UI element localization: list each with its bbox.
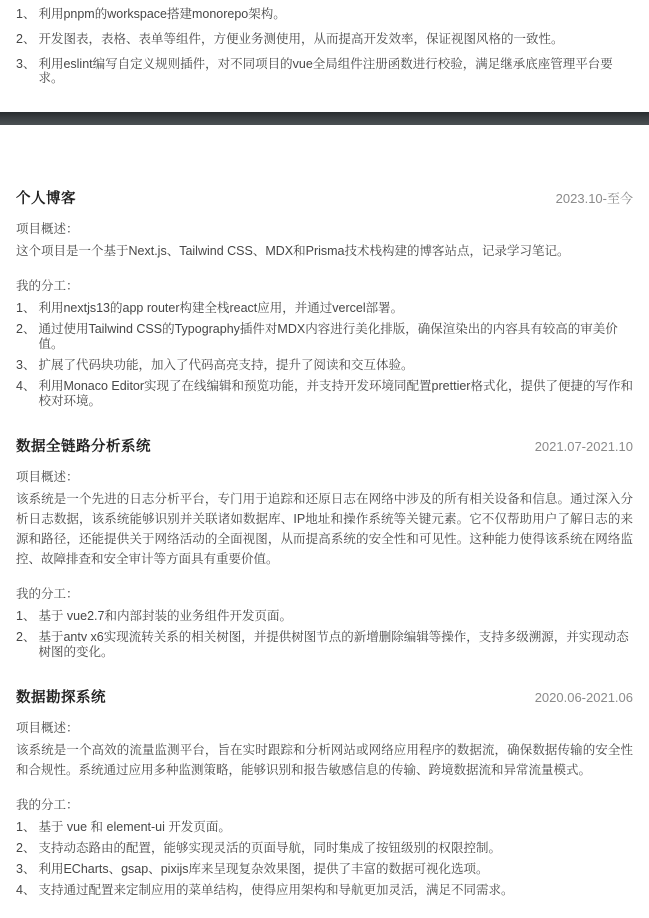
list-item-text: 扩展了代码块功能，加入了代码高亮支持，提升了阅读和交互体验。 bbox=[38, 358, 414, 372]
overview-label: 项目概述： bbox=[16, 721, 79, 735]
project-header bbox=[16, 187, 633, 208]
list-item bbox=[16, 57, 633, 85]
project-period: 2020.06-2021.06 bbox=[534, 690, 633, 705]
duty-list bbox=[16, 301, 633, 409]
list-item bbox=[16, 301, 633, 316]
list-item bbox=[16, 820, 633, 835]
list-item bbox=[16, 862, 633, 877]
duty-list bbox=[16, 609, 633, 660]
list-item-text: 开发图表，表格、表单等组件，方便业务测使用，从而提高开发效率，保证视图风格的一致性。 bbox=[38, 32, 564, 46]
list-item-number: 1、 bbox=[16, 609, 36, 623]
overview-text: 该系统是一个高效的流量监测平台，旨在实时跟踪和分析网站或网络应用程序的数据流，确保数据传输的安全性和合规性。系统通过应用多种监测策略，能够识别和报告敏感信息的传输、跨境数据流和异常流量模式。 bbox=[16, 743, 633, 777]
list-item-text: 基于antv x6实现流转关系的相关树图，并提供树图节点的新增删除编辑等操作，支持多级溯源，并实现动态树图的变化。 bbox=[38, 630, 629, 659]
project-period: 2023.10-至今 bbox=[555, 191, 633, 206]
projects-container bbox=[16, 187, 633, 898]
page-divider bbox=[0, 112, 649, 125]
list-item bbox=[16, 32, 633, 46]
list-item-text: 利用nextjs13的app router构建全栈react应用，并通过vercel部署。 bbox=[38, 301, 404, 315]
list-item-number: 1、 bbox=[16, 7, 36, 21]
list-item bbox=[16, 379, 633, 409]
list-item-number: 4、 bbox=[16, 379, 36, 393]
project-title: 个人博客 bbox=[16, 191, 76, 207]
project-header bbox=[16, 686, 633, 707]
project-title: 数据勘探系统 bbox=[16, 690, 106, 706]
list-item-text: 基于 vue 和 element-ui 开发页面。 bbox=[38, 820, 231, 834]
list-item-number: 2、 bbox=[16, 630, 36, 644]
top-duty-list bbox=[16, 7, 633, 85]
list-item-number: 3、 bbox=[16, 358, 36, 372]
list-item-text: 通过使用Tailwind CSS的Typography插件对MDX内容进行美化排版，确保渲染出的内容具有较高的审美价值。 bbox=[38, 322, 618, 351]
duties-label: 我的分工： bbox=[16, 798, 79, 812]
list-item-number: 1、 bbox=[16, 820, 36, 834]
list-item-text: 利用pnpm的workspace搭建monorepo架构。 bbox=[38, 7, 286, 21]
list-item-text: 利用Monaco Editor实现了在线编辑和预览功能，并支持开发环境同配置prettier格式化，提供了便捷的写作和校对环境。 bbox=[38, 379, 633, 408]
list-item-text: 利用eslint编写自定义规则插件，对不同项目的vue全局组件注册函数进行校验，满足继承底座管理平台要求。 bbox=[38, 57, 613, 85]
list-item-number: 2、 bbox=[16, 841, 36, 855]
project-section bbox=[16, 187, 633, 409]
overview-text: 该系统是一个先进的日志分析平台，专门用于追踪和还原日志在网络中涉及的所有相关设备和信息。通过深入分析日志数据，该系统能够识别并关联诸如数据库、IP地址和操作系统等关键元素。它不仅帮助用户了解日志的来源和路径，还能提供关于网络活动的全面视图，从而提高系统的安全性和可见性。这种能力使得该系统在网络监控、故障排查和安全审计等方面具有重要价值。 bbox=[16, 492, 633, 566]
overview-label: 项目概述： bbox=[16, 222, 79, 236]
page-2 bbox=[0, 125, 649, 918]
page-1-bottom bbox=[0, 0, 649, 112]
list-item bbox=[16, 7, 633, 21]
duty-list bbox=[16, 820, 633, 898]
list-item-text: 支持动态路由的配置，能够实现灵活的页面导航，同时集成了按钮级别的权限控制。 bbox=[38, 841, 501, 855]
overview-text: 这个项目是一个基于Next.js、Tailwind CSS、MDX和Prisma技术栈构建的博客站点，记录学习笔记。 bbox=[16, 244, 570, 258]
list-item bbox=[16, 630, 633, 660]
list-item bbox=[16, 609, 633, 624]
list-item-number: 3、 bbox=[16, 862, 36, 876]
list-item bbox=[16, 358, 633, 373]
overview-label: 项目概述： bbox=[16, 470, 79, 484]
project-period: 2021.07-2021.10 bbox=[534, 439, 633, 454]
list-item-number: 2、 bbox=[16, 322, 36, 336]
list-item-number: 1、 bbox=[16, 301, 36, 315]
project-header bbox=[16, 435, 633, 456]
duties-label: 我的分工： bbox=[16, 279, 79, 293]
list-item-number: 2、 bbox=[16, 32, 36, 46]
project-section bbox=[16, 435, 633, 660]
list-item bbox=[16, 322, 633, 352]
list-item-text: 基于 vue2.7和内部封装的业务组件开发页面。 bbox=[38, 609, 292, 623]
list-item-number: 4、 bbox=[16, 883, 36, 897]
list-item bbox=[16, 883, 633, 898]
project-section bbox=[16, 686, 633, 898]
list-item bbox=[16, 841, 633, 856]
duties-label: 我的分工： bbox=[16, 587, 79, 601]
project-title: 数据全链路分析系统 bbox=[16, 439, 151, 455]
list-item-number: 3、 bbox=[16, 57, 36, 71]
list-item-text: 支持通过配置来定制应用的菜单结构，使得应用架构和导航更加灵活，满足不同需求。 bbox=[38, 883, 514, 897]
list-item-text: 利用ECharts、gsap、pixijs库来呈现复杂效果图，提供了丰富的数据可视化选项。 bbox=[38, 862, 489, 876]
